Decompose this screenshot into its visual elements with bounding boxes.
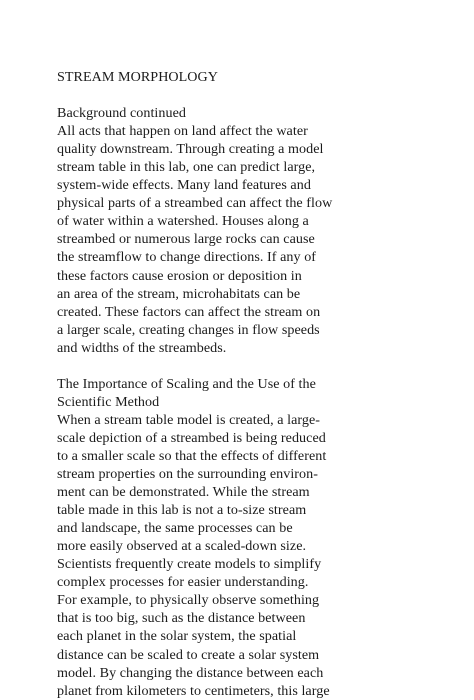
paragraph-line: streambed or numerous large rocks can cause xyxy=(57,231,315,248)
document-body xyxy=(57,68,457,700)
paragraph-line: ment can be demonstrated. While the stream xyxy=(57,484,310,501)
paragraph-line: Scientists frequently create models to simplify xyxy=(57,556,322,573)
paragraph-line: distance can be scaled to create a solar system xyxy=(57,646,320,663)
paragraph-line: the streamflow to change directions. If any of xyxy=(57,249,317,266)
paragraph-line: and widths of the streambeds. xyxy=(57,339,227,356)
paragraph-line: scale depiction of a streambed is being reduced xyxy=(57,429,326,446)
paragraph-line: planet from kilometers to centimeters, this large xyxy=(57,682,330,699)
paragraph-line: these factors cause erosion or deposition in xyxy=(57,267,302,284)
paragraph-line: table made in this lab is not a to-size stream xyxy=(57,502,307,519)
paragraph-line: stream table in this lab, one can predict large, xyxy=(57,159,316,176)
section-heading-scaling: Scientific Method xyxy=(57,393,160,410)
paragraph-line: each planet in the solar system, the spatial xyxy=(57,628,297,645)
paragraph-line: a larger scale, creating changes in flow speeds xyxy=(57,321,320,338)
paragraph-line: created. These factors can affect the stream on xyxy=(57,303,321,320)
paragraph-line: and landscape, the same processes can be xyxy=(57,520,293,537)
paragraph-line: physical parts of a streambed can affect the flow xyxy=(57,195,333,212)
paragraph-line: system-wide effects. Many land features and xyxy=(57,177,311,194)
paragraph-line: an area of the stream, microhabitats can be xyxy=(57,285,301,302)
section-heading-scaling: The Importance of Scaling and the Use of the xyxy=(57,375,316,392)
document-title: STREAM MORPHOLOGY xyxy=(57,69,218,85)
paragraph-line: stream properties on the surrounding environ- xyxy=(57,466,318,483)
blank-line xyxy=(57,86,457,104)
paragraph-line: more easily observed at a scaled-down size. xyxy=(57,538,307,555)
paragraph-line: For example, to physically observe something xyxy=(57,592,320,609)
paragraph-line: All acts that happen on land affect the water xyxy=(57,123,308,140)
paragraph-line: to a smaller scale so that the effects of different xyxy=(57,447,327,464)
paragraph-line: complex processes for easier understanding. xyxy=(57,574,309,591)
paragraph-line: When a stream table model is created, a large- xyxy=(57,411,321,428)
blank-line xyxy=(57,357,457,375)
section-heading-background: Background continued xyxy=(57,105,186,122)
paragraph-line: of water within a watershed. Houses along a xyxy=(57,213,309,230)
paragraph-line: model. By changing the distance between each xyxy=(57,664,324,681)
paragraph-line: quality downstream. Through creating a model xyxy=(57,141,324,158)
paragraph-line: that is too big, such as the distance between xyxy=(57,610,306,627)
